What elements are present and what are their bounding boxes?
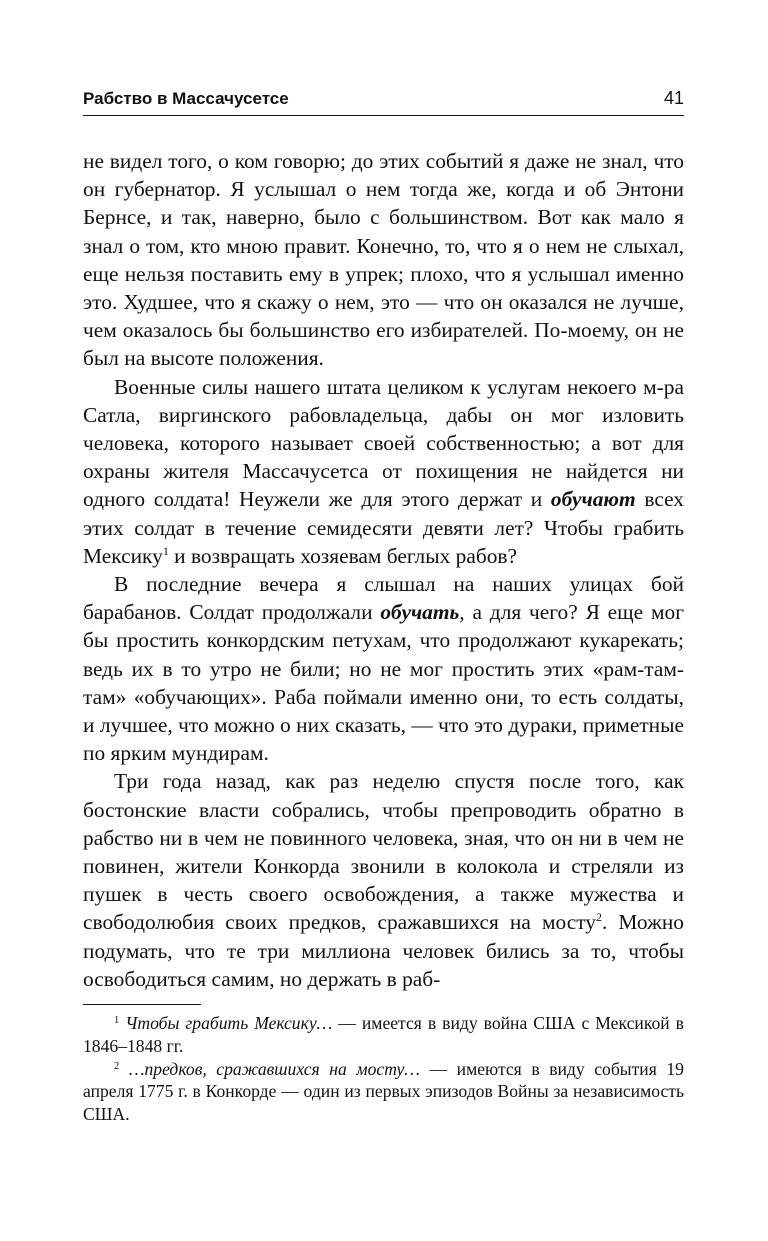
footnote-number: 1 (114, 1015, 120, 1027)
paragraph-2: Военные силы нашего штата целиком к услугам некоего м-ра Сатла, виргинского рабовладельца, дабы он мог изловить человека, которого называет своей собственностью; а вот для охраны жителя Массачусетса от похищения не найдется ни одного солдата! Неужели же для этого держат и обучают всех этих солдат в течение семидесяти девяти лет? Чтобы грабить Мексику$^1$ и возвращать хозяевам беглых рабов? (83, 374, 684, 568)
emphasis-obuchayut: обучают (550, 487, 636, 512)
footnote-1: $^1$ Чтобы грабить Мексику… — имеется в виду война США с Мексикой в 1846–1848 гг. (83, 1013, 684, 1056)
paragraph-1: не видел того, о ком говорю; до этих событий я даже не знал, что он губернатор. Я услышал о нем тогда же, когда и об Энтони Бернсе, и так, наверно, было с большинством. Вот как мало я знал о том, кто мною правит. Конечно, то, что я о нем не слыхал, еще нельзя поставить ему в упрек; плохо, что я услышал именно это. Худшее, что я скажу о нем, это — что он оказался не лучше, чем оказалось бы большинство его избирателей. По-моему, он не был на высоте положения. (83, 149, 684, 371)
footnote-ref-2[interactable]: 2 (595, 910, 602, 925)
book-page (83, 88, 684, 1126)
body-text (83, 147, 684, 993)
chapter-title: Рабство в Массачусетсе (83, 89, 289, 108)
emphasis-obuchat: обучать (380, 600, 460, 625)
footnote-quote: …предков, сражавшихся на мосту… (128, 1058, 420, 1079)
paragraph-4: Три года назад, как раз неделю спустя после того, как бостонские власти собрались, чтобы препроводить обратно в рабство ни в чем не повинного человека, зная, что он ни в чем не повинен, жители Конкорда звонили в колокола и стреляли из пушек в честь своего освобождения, а также мужества и свободолюбия своих предков, сражавшихся на мосту$^2$. Можно подумать, что те три миллиона человек бились за то, чтобы освободиться самим, но держать в раб- (83, 769, 684, 991)
footnote-divider (83, 1004, 201, 1005)
footnote-quote: Чтобы грабить Мексику… (125, 1013, 333, 1034)
paragraph-3: В последние вечера я слышал на наших улицах бой барабанов. Солдат продолжали обучать, а для чего? Я еще мог бы простить конкордским петухам, что продолжают кукарекать; ведь их в то утро не били; но не мог простить этих «рам-там-там» «обучающих». Раба поймали именно они, то есть солдаты, и лучшее, что можно о них сказать, — что это дураки, приметные по ярким мундирам. (83, 572, 684, 766)
footnotes (83, 1012, 684, 1126)
footnote-2: $^2$ …предков, сражавшихся на мосту… — имеются в виду события 19 апреля 1775 г. в Конкорде — один из первых эпизодов Войны за независимость США. (83, 1058, 684, 1125)
running-header (83, 88, 684, 116)
footnote-ref-1[interactable]: 1 (162, 543, 169, 558)
page-number: 41 (663, 88, 684, 108)
footnote-number: 2 (114, 1060, 120, 1072)
